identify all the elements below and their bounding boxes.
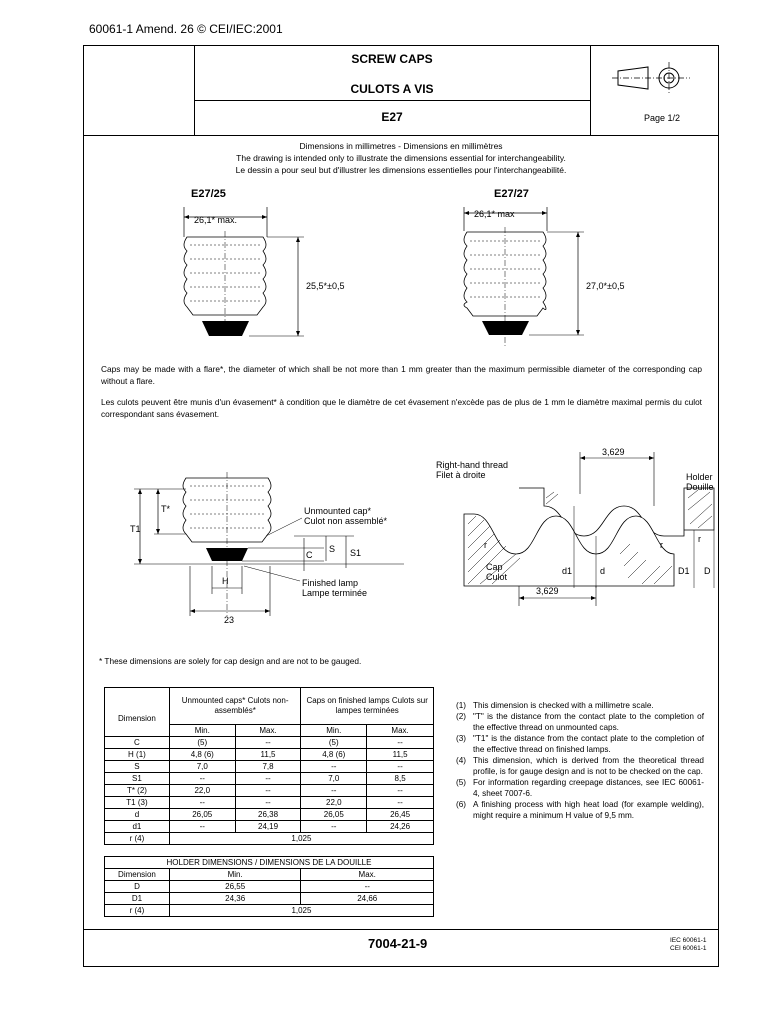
table-row [105,809,434,821]
table-cell: -- [235,737,301,749]
cap-drawing-e27-25 [164,201,404,346]
table-cell: -- [169,797,235,809]
table-cell: 4,8 (6) [301,749,367,761]
page-number: Page 1/2 [644,113,681,123]
table-cell: -- [301,821,367,833]
holder-table-title: HOLDER DIMENSIONS / DIMENSIONS DE LA DOUILLE [105,857,434,869]
note-item [456,700,704,711]
note-text: "T" is the distance from the contact plate to the completion of the effective thread on unmounted caps. [473,712,704,732]
iec-ref-en: IEC 60061-1 [670,937,707,944]
min-header: Min. [301,725,367,737]
table-cell: (5) [169,737,235,749]
holder-label-fr: Douille [686,482,714,492]
table-cell: -- [367,761,434,773]
note-text: "T1" is the distance from the contact plate to the completion of the effective thread on finished lamps. [473,734,704,754]
table-cell: D [105,881,170,893]
table-row [105,821,434,833]
sheet-number: 7004-21-9 [368,936,428,951]
note-number: (3) [456,734,467,743]
thread-label-fr: Filet à droite [436,470,486,480]
dimension-header: Dimension [105,869,170,881]
table-cell: 26,38 [235,809,301,821]
cap-projection-icon [606,58,696,98]
sheet-frame [83,45,719,967]
table-cell: 7,8 [235,761,301,773]
unmounted-cap-label: Unmounted cap* [304,506,372,516]
r-label-right: r [660,540,663,550]
table-cell: C [105,737,170,749]
table-cell: r (4) [105,833,170,845]
table-row [105,797,434,809]
note-number: (2) [456,712,467,721]
note-text: This dimension is checked with a millimetre scale. [473,701,654,710]
units-note: Dimensions in millimetres - Dimensions en millimètres [299,141,503,151]
t-label: T* [161,504,170,514]
table-cell: 24,26 [367,821,434,833]
unmounted-cap-label-fr: Culot non assemblé* [304,516,388,526]
unmounted-caps-header: Unmounted caps* Culots non-assemblés* [169,688,301,725]
table-cell: 26,05 [301,809,367,821]
table-cell: 24,19 [235,821,301,833]
max-header: Max. [235,725,301,737]
table-cell: -- [301,881,434,893]
height-dim-e27-27: 27,0*±0,5 [586,281,625,291]
h-label: H [222,576,229,586]
cap-label-fr: Culot [486,572,508,582]
table-cell: -- [169,821,235,833]
flare-paragraph-en: Caps may be made with a flare*, the diameter of which shall be not more than 1 mm greater than the maximum permissible diameter of the corresponding cap without a flare. [101,364,702,386]
drawing-note-fr: Le dessin a pour seul but d'illustrer les dimensions essentielles pour l'interchangeabilité. [235,165,567,175]
cap-drawing-e27-27 [444,201,704,346]
table-cell: D1 [105,893,170,905]
table-cell: -- [235,785,301,797]
title-en: SCREW CAPS [351,52,433,66]
table-cell: -- [235,773,301,785]
table-cell: 11,5 [367,749,434,761]
dimension-header: Dimension [105,714,170,724]
cap-dimensions-table [104,687,434,845]
thread-profile-diagram [424,446,724,606]
note-item [456,777,704,799]
cap-label-e27-27: E27/27 [494,188,529,200]
d1-label: d1 [562,566,573,576]
table-cell: -- [367,785,434,797]
table-row [105,761,434,773]
table-cell: 22,0 [169,785,235,797]
iec-reference [670,937,707,953]
title-fr: CULOTS A VIS [350,82,434,96]
pitch-bottom-label: 3,629 [536,586,559,596]
min-header: Min. [169,869,301,881]
iec-ref-fr: CEI 60061-1 [670,945,707,952]
table-cell: T* (2) [105,785,170,797]
t1-label: T1 [130,524,141,534]
s-label: S [329,544,336,554]
d-label: d [600,566,606,576]
table-cell: 1,025 [169,833,433,845]
finished-lamp-label-fr: Lampe terminée [302,588,368,598]
table-cell: 26,05 [169,809,235,821]
cap-dimension-diagram [94,466,434,631]
table-cell: 1,025 [169,905,433,917]
table-cell: -- [301,761,367,773]
width-dim-e27-25: 26,1* max. [194,215,238,225]
table-cell: (5) [301,737,367,749]
note-item [456,711,704,733]
footer-divider [84,929,718,930]
table-row [105,881,434,893]
finished-caps-header: Caps on finished lamps Culots sur lampes terminées [301,688,434,725]
height-dim-e27-25: 25,5*±0,5 [306,281,345,291]
D1-label: D1 [678,566,690,576]
r-label-far: r [698,534,701,544]
table-cell: -- [367,737,434,749]
cap-designation: E27 [381,110,403,124]
pitch-top-label: 3,629 [602,447,625,457]
table-cell: 7,0 [301,773,367,785]
title-divider [194,100,590,101]
footnote: * These dimensions are solely for cap design and are not to be gauged. [99,656,362,666]
table-cell: 24,36 [169,893,301,905]
table-cell: 4,8 (6) [169,749,235,761]
note-item [456,799,704,821]
table-cell: T1 (3) [105,797,170,809]
document-reference: 60061-1 Amend. 26 © CEI/IEC:2001 [89,22,283,36]
width-dim-e27-27: 26,1* max [474,209,515,219]
title-block-right-divider [590,46,591,135]
note-item [456,755,704,777]
table-cell: r (4) [105,905,170,917]
table-cell: 8,5 [367,773,434,785]
table-cell: -- [301,785,367,797]
table-cell: -- [367,797,434,809]
table-cell: 26,55 [169,881,301,893]
table-cell: H (1) [105,749,170,761]
holder-label: Holder [686,472,713,482]
table-cell: -- [169,773,235,785]
table-cell: 11,5 [235,749,301,761]
table-row [105,749,434,761]
r-label-left: r [484,540,487,550]
width-23-label: 23 [224,615,235,625]
title-block-divider [84,135,718,136]
table-row [105,893,434,905]
note-number: (6) [456,800,467,809]
table-cell: 7,0 [169,761,235,773]
note-text: For information regarding creepage distances, see IEC 60061-4, sheet 7007-6. [473,778,704,798]
cap-label: Cap [486,562,503,572]
holder-dimensions-table [104,856,434,917]
table-cell: 24,66 [301,893,434,905]
flare-paragraph-fr: Les culots peuvent être munis d'un évasement* à condition que le diamètre de cet évasement n'excède pas de plus de 1 mm le diamètre maximal permis du culot correspondant sans évasement. [101,397,702,419]
table-row [105,773,434,785]
max-header: Max. [367,725,434,737]
c-label: C [306,550,313,560]
min-header: Min. [169,725,235,737]
D-label: D [704,566,711,576]
finished-lamp-label: Finished lamp [302,578,359,588]
cap-label-e27-25: E27/25 [191,188,226,200]
note-number: (4) [456,756,467,765]
note-text: This dimension, which is derived from the theoretical thread profile, is for gauge design and is not to be checked on the cap. [473,756,704,776]
note-number: (1) [456,701,467,710]
note-text: A finishing process with high heat load (for example welding), might require a minimum H value of 9,5 mm. [473,800,704,820]
notes-list [456,700,704,821]
table-cell: -- [235,797,301,809]
thread-label: Right-hand thread [436,460,509,470]
note-item [456,733,704,755]
max-header: Max. [301,869,434,881]
drawing-note-en: The drawing is intended only to illustrate the dimensions essential for interchangeability. [236,153,566,163]
table-cell: d [105,809,170,821]
table-cell: S1 [105,773,170,785]
table-cell: d1 [105,821,170,833]
note-number: (5) [456,778,467,787]
table-row [105,785,434,797]
table-cell: S [105,761,170,773]
s1-label: S1 [350,548,362,558]
table-cell: 26,45 [367,809,434,821]
table-row [105,737,434,749]
table-cell: 22,0 [301,797,367,809]
